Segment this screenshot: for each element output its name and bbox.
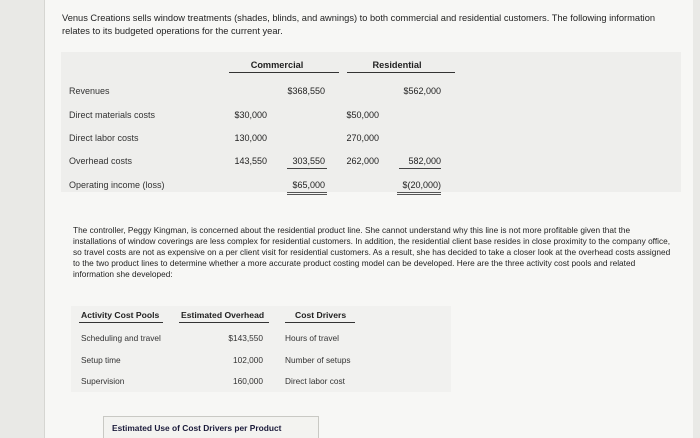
commercial-total-underline — [287, 168, 327, 169]
driver-scheduling: Hours of travel — [285, 333, 339, 343]
intro-text: Venus Creations sells window treatments (shades, blinds, and awnings) to both commercial and residential customers. The following information relates to its budgeted operations for the current year. — [62, 13, 656, 36]
driver-supervision: Direct labor cost — [285, 376, 345, 386]
residential-materials: $50,000 — [346, 110, 379, 120]
income-table — [61, 52, 681, 192]
residential-overhead: 262,000 — [346, 156, 379, 166]
commercial-labor: 130,000 — [234, 133, 267, 143]
row-label-revenues: Revenues — [69, 86, 110, 96]
commercial-total-costs: 303,550 — [292, 156, 325, 166]
pool-supervision: Supervision — [81, 376, 125, 386]
overhead-header: Estimated Overhead — [181, 310, 265, 320]
residential-total-costs: 582,000 — [408, 156, 441, 166]
residential-labor: 270,000 — [346, 133, 379, 143]
residential-income-underline-2 — [397, 194, 441, 195]
commercial-overhead: 143,550 — [234, 156, 267, 166]
commercial-income-underline-2 — [287, 194, 327, 195]
cost-pools-table — [71, 306, 451, 392]
residential-header-line — [347, 72, 455, 73]
commercial-header: Commercial — [250, 60, 304, 70]
controller-paragraph: The controller, Peggy Kingman, is concerned about the residential product line. She cannot understand why this line is not more profitable given that the installations of window coverings are less complex for residential customers. In addition, the residential client base resides in close proximity to the company office, so travel costs are not as expensive on a per client visit for residential customers. As a result, she has decided to take a closer look at the overhead costs assigned to the two product lines to determine whether a more accurate product costing model can be developed. Here are the three activity cost pools and related information she developed: — [73, 225, 671, 279]
overhead-supervision: 160,000 — [233, 376, 263, 386]
row-label-overhead: Overhead costs — [69, 156, 133, 166]
commercial-materials: $30,000 — [234, 110, 267, 120]
pool-setup: Setup time — [81, 355, 121, 365]
problem-page — [44, 0, 693, 438]
overhead-header-line — [179, 322, 269, 323]
commercial-header-line — [229, 72, 339, 73]
driver-header-line — [285, 322, 355, 323]
overhead-scheduling: $143,550 — [228, 333, 263, 343]
commercial-operating-income: $65,000 — [292, 180, 325, 190]
overhead-setup: 102,000 — [233, 355, 263, 365]
driver-setup: Number of setups — [285, 355, 351, 365]
residential-header: Residential — [372, 60, 422, 70]
residential-total-underline — [399, 168, 441, 169]
driver-header: Cost Drivers — [295, 310, 347, 320]
row-label-materials: Direct materials costs — [69, 110, 156, 120]
residential-income-underline-1 — [397, 192, 441, 193]
pool-scheduling: Scheduling and travel — [81, 333, 161, 343]
commercial-revenues: $368,550 — [287, 86, 325, 96]
row-label-labor: Direct labor costs — [69, 133, 139, 143]
residential-revenues: $562,000 — [403, 86, 441, 96]
commercial-income-underline-1 — [287, 192, 327, 193]
cost-pool-header-line — [79, 322, 163, 323]
row-label-operating-income: Operating income (loss) — [69, 180, 165, 190]
residential-operating-income: $(20,000) — [402, 180, 441, 190]
cost-pool-header: Activity Cost Pools — [81, 310, 160, 320]
cost-driver-usage-heading: Estimated Use of Cost Drivers per Product — [103, 416, 319, 438]
